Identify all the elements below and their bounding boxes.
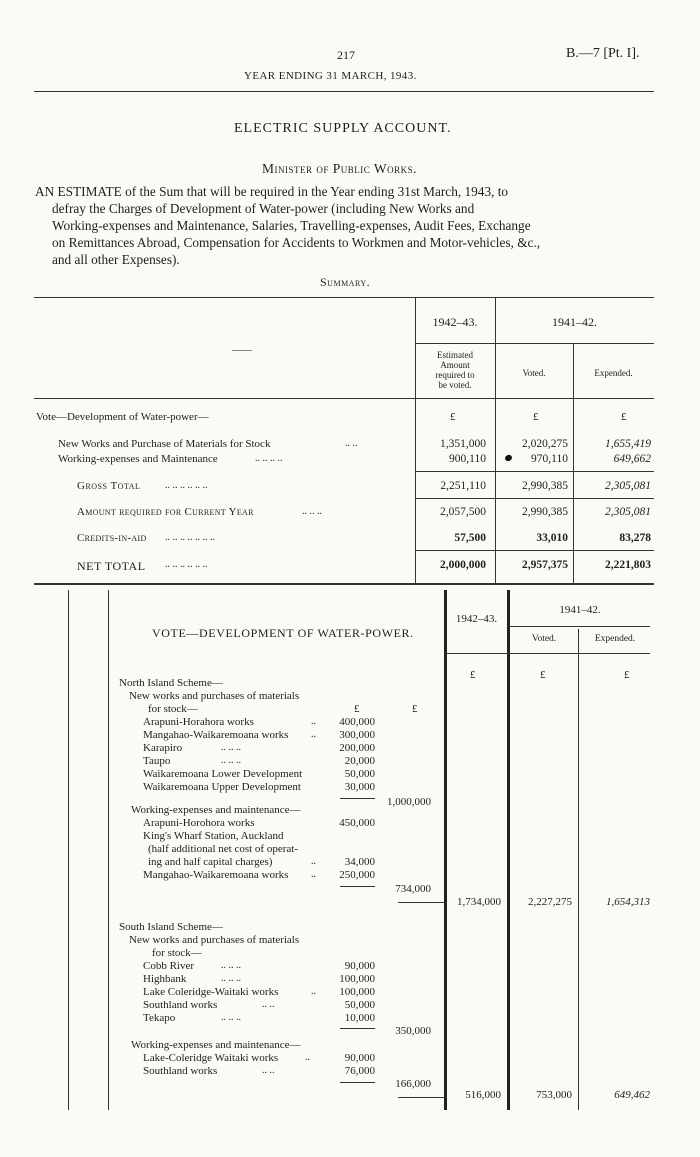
south-total-voted: 753,000 — [536, 1089, 572, 1101]
north-item-amount: 200,000 — [339, 742, 375, 754]
north-working-item-label: King's Wharf Station, Auckland — [143, 830, 284, 842]
summary-amount-required-voted: 2,990,385 — [522, 506, 568, 518]
summary-row-voted: 2,020,275 — [522, 438, 568, 450]
south-total-estimated: 516,000 — [465, 1089, 501, 1101]
summary-subtotal-rule — [415, 471, 654, 472]
summary-row-dots: .. .. .. .. .. .. — [165, 559, 208, 570]
estimate-line-3: Working-expenses and Maintenance, Salaries, Travelling-expenses, Audit Fees, Exchange — [52, 218, 531, 233]
south-item-amount: 50,000 — [344, 999, 375, 1011]
summary-amount-required-estimated: 2,057,500 — [440, 506, 486, 518]
north-item-amount: 300,000 — [339, 729, 375, 741]
summary-col-1942-43: 1942–43. — [432, 315, 478, 329]
south-item-label: Southland works — [143, 999, 218, 1011]
summary-credits-estimated: 57,500 — [454, 532, 486, 544]
summary-expended-header: Expended. — [594, 368, 633, 378]
north-total-estimated: 1,734,000 — [457, 896, 501, 908]
summary-row-expended: 649,662 — [613, 453, 651, 465]
summary-stub-dash: —— — [232, 345, 252, 356]
estimate-line-5: and all other Expenses). — [52, 252, 180, 267]
north-item-amount: 30,000 — [344, 781, 375, 793]
summary-row-dots: .. .. .. .. .. .. .. — [165, 532, 215, 543]
summary-credits-in-aid-label: Credits-in-aid — [77, 532, 147, 544]
summary-row-dots: .. .. .. .. — [255, 453, 283, 464]
south-total-rule — [398, 1097, 444, 1098]
south-working-heading: Working-expenses and maintenance— — [131, 1039, 301, 1051]
summary-row-dots: .. .. .. — [302, 506, 322, 517]
north-island-heading: North Island Scheme— — [119, 677, 223, 689]
vote-col-divider-1 — [444, 590, 447, 1110]
summary-rule — [415, 498, 654, 499]
north-item-amount: 400,000 — [339, 716, 375, 728]
north-working-item-amount: 250,000 — [339, 869, 375, 881]
summary-currency-est: £ — [450, 411, 456, 423]
summary-currency-exp: £ — [621, 411, 627, 423]
north-total-voted: 2,227,275 — [528, 896, 572, 908]
south-working-item-dots: .. .. — [262, 1065, 275, 1076]
north-item-label: Mangahao-Waikaremoana works — [143, 729, 289, 741]
north-new-works-rule — [340, 798, 375, 799]
north-item-dots: .. — [311, 729, 316, 740]
north-item-dots: .. .. .. — [221, 742, 241, 753]
vote-header-bottom-rule — [446, 653, 650, 654]
year-ending-line: YEAR ENDING 31 MARCH, 1943. — [244, 70, 417, 82]
south-item-amount: 100,000 — [339, 973, 375, 985]
summary-net-total-label: NET TOTAL — [77, 559, 146, 573]
north-item-label: Waikaremoana Lower Development — [143, 768, 303, 780]
vote-col-divider-2 — [507, 590, 510, 1110]
summary-row-estimated: 900,110 — [449, 453, 486, 465]
north-working-total: 734,000 — [395, 883, 431, 895]
south-working-item-label: Lake-Coleridge Waitaki works — [143, 1052, 279, 1064]
north-new-works-total: 1,000,000 — [387, 796, 431, 808]
south-working-item-amount: 90,000 — [344, 1052, 375, 1064]
summary-subheader-rule — [415, 343, 654, 344]
north-items-currency: £ — [354, 703, 360, 715]
summary-col-1941-42: 1941–42. — [552, 315, 597, 329]
vote-expended-header: Expended. — [594, 634, 636, 644]
header-rule — [34, 91, 654, 92]
summary-row-voted: 970,110 — [531, 453, 568, 465]
summary-amount-required-label: Amount required for Current Year — [77, 506, 254, 518]
north-working-item-dots: .. — [311, 856, 316, 867]
south-working-item-dots: .. — [305, 1052, 310, 1063]
account-title: ELECTRIC SUPPLY ACCOUNT. — [234, 121, 452, 136]
summary-top-rule — [34, 297, 654, 298]
summary-credits-voted: 33,010 — [536, 532, 568, 544]
north-working-item-amount: 450,000 — [339, 817, 375, 829]
summary-gross-total-label: Gross Total — [77, 480, 141, 492]
south-working-rule — [340, 1082, 375, 1083]
vote-left-border-outer — [68, 590, 69, 1110]
south-working-item-amount: 76,000 — [344, 1065, 375, 1077]
north-item-label: Waikaremoana Upper Development — [143, 781, 301, 793]
vote-currency-est: £ — [470, 669, 476, 681]
north-total-expended: 1,654,313 — [606, 896, 650, 908]
north-working-item-label: ing and half capital charges) — [148, 856, 273, 868]
summary-header-bottom-rule — [34, 398, 654, 399]
summary-row-label: Working-expenses and Maintenance — [58, 453, 218, 465]
south-item-dots: .. .. .. — [221, 1012, 241, 1023]
summary-voted-header: Voted. — [522, 368, 546, 378]
estimate-line-1: AN ESTIMATE of the Sum that will be required in the Year ending 31st March, 1943, to — [35, 184, 509, 199]
summary-row-label: New Works and Purchase of Materials for Stock — [58, 438, 271, 450]
summary-estimated-header: Estimated Amount required to be voted. — [435, 350, 475, 390]
north-working-item-label: Arapuni-Horohora works — [143, 817, 255, 829]
south-island-heading: South Island Scheme— — [119, 921, 223, 933]
vote-subheader-rule — [510, 626, 650, 627]
summary-net-voted: 2,957,375 — [522, 559, 568, 571]
vote-col-divider-3 — [578, 629, 579, 1110]
north-subtotal-currency: £ — [412, 703, 418, 715]
south-item-dots: .. .. .. — [221, 960, 241, 971]
summary-gross-estimated: 2,251,110 — [440, 480, 486, 492]
estimate-line-4: on Remittances Abroad, Compensation for Accidents to Workmen and Motor-vehicles, &c., — [52, 235, 541, 250]
south-item-label: Tekapo — [143, 1012, 176, 1024]
north-new-works-heading: New works and purchases of materials — [129, 690, 300, 702]
vote-voted-header: Voted. — [531, 634, 557, 644]
south-item-dots: .. — [311, 986, 316, 997]
south-for-stock-heading: for stock— — [152, 947, 202, 959]
summary-title: Summary. — [320, 275, 371, 289]
north-item-dots: .. — [311, 716, 316, 727]
south-item-amount: 100,000 — [339, 986, 375, 998]
north-working-item-amount: 34,000 — [344, 856, 375, 868]
south-item-dots: .. .. — [262, 999, 275, 1010]
summary-row-estimated: 1,351,000 — [440, 438, 486, 450]
document-reference: B.—7 [Pt. I]. — [566, 46, 640, 61]
summary-rule — [415, 550, 654, 551]
north-total-rule — [398, 902, 444, 903]
north-working-heading: Working-expenses and maintenance— — [131, 804, 301, 816]
summary-gross-voted: 2,990,385 — [522, 480, 568, 492]
south-item-label: Lake Coleridge-Waitaki works — [143, 986, 279, 998]
north-working-item-label: Mangahao-Waikaremoana works — [143, 869, 289, 881]
south-item-label: Cobb River — [143, 960, 195, 972]
summary-bottom-rule — [34, 583, 654, 585]
north-working-item-dots: .. — [311, 869, 316, 880]
vote-currency-voted: £ — [540, 669, 546, 681]
summary-row-dots: .. .. — [345, 438, 358, 449]
vote-currency-exp: £ — [624, 669, 630, 681]
vote-col-1942-43: 1942–43. — [455, 613, 498, 625]
south-working-total: 166,000 — [395, 1078, 431, 1090]
north-item-amount: 20,000 — [344, 755, 375, 767]
south-new-works-total: 350,000 — [395, 1025, 431, 1037]
south-new-works-heading: New works and purchases of materials — [129, 934, 300, 946]
south-working-item-label: Southland works — [143, 1065, 218, 1077]
vote-left-border-inner — [108, 590, 109, 1110]
south-item-dots: .. .. .. — [221, 973, 241, 984]
north-item-label: Taupo — [143, 755, 171, 767]
south-item-amount: 10,000 — [344, 1012, 375, 1024]
summary-net-estimated: 2,000,000 — [440, 559, 486, 571]
minister-heading: Minister of Public Works. — [262, 161, 418, 176]
south-total-expended: 649,462 — [614, 1089, 650, 1101]
vote-col-1941-42: 1941–42. — [559, 604, 601, 616]
north-item-label: Arapuni-Horahora works — [143, 716, 254, 728]
page-number: 217 — [337, 48, 355, 62]
summary-vote-label: Vote—Development of Water-power— — [36, 411, 209, 423]
summary-row-dots: .. .. .. .. .. .. — [165, 480, 208, 491]
summary-credits-expended: 83,278 — [619, 532, 651, 544]
south-new-works-rule — [340, 1028, 375, 1029]
summary-row-expended: 1,655,419 — [605, 438, 651, 450]
north-working-rule — [340, 886, 375, 887]
south-item-label: Highbank — [143, 973, 187, 985]
estimate-line-2: defray the Charges of Development of Water-power (including New Works and — [52, 201, 475, 216]
vote-title: VOTE—DEVELOPMENT OF WATER-POWER. — [152, 626, 414, 640]
north-working-item-label: (half additional net cost of operat- — [148, 843, 298, 855]
south-item-amount: 90,000 — [344, 960, 375, 972]
north-item-amount: 50,000 — [344, 768, 375, 780]
north-item-dots: .. .. .. — [221, 755, 241, 766]
summary-net-expended: 2,221,803 — [605, 559, 651, 571]
north-item-label: Karapiro — [143, 742, 183, 754]
summary-amount-required-expended: 2,305,081 — [605, 506, 651, 518]
north-for-stock-heading: for stock— — [148, 703, 198, 715]
summary-gross-expended: 2,305,081 — [605, 480, 651, 492]
summary-currency-voted: £ — [533, 411, 539, 423]
